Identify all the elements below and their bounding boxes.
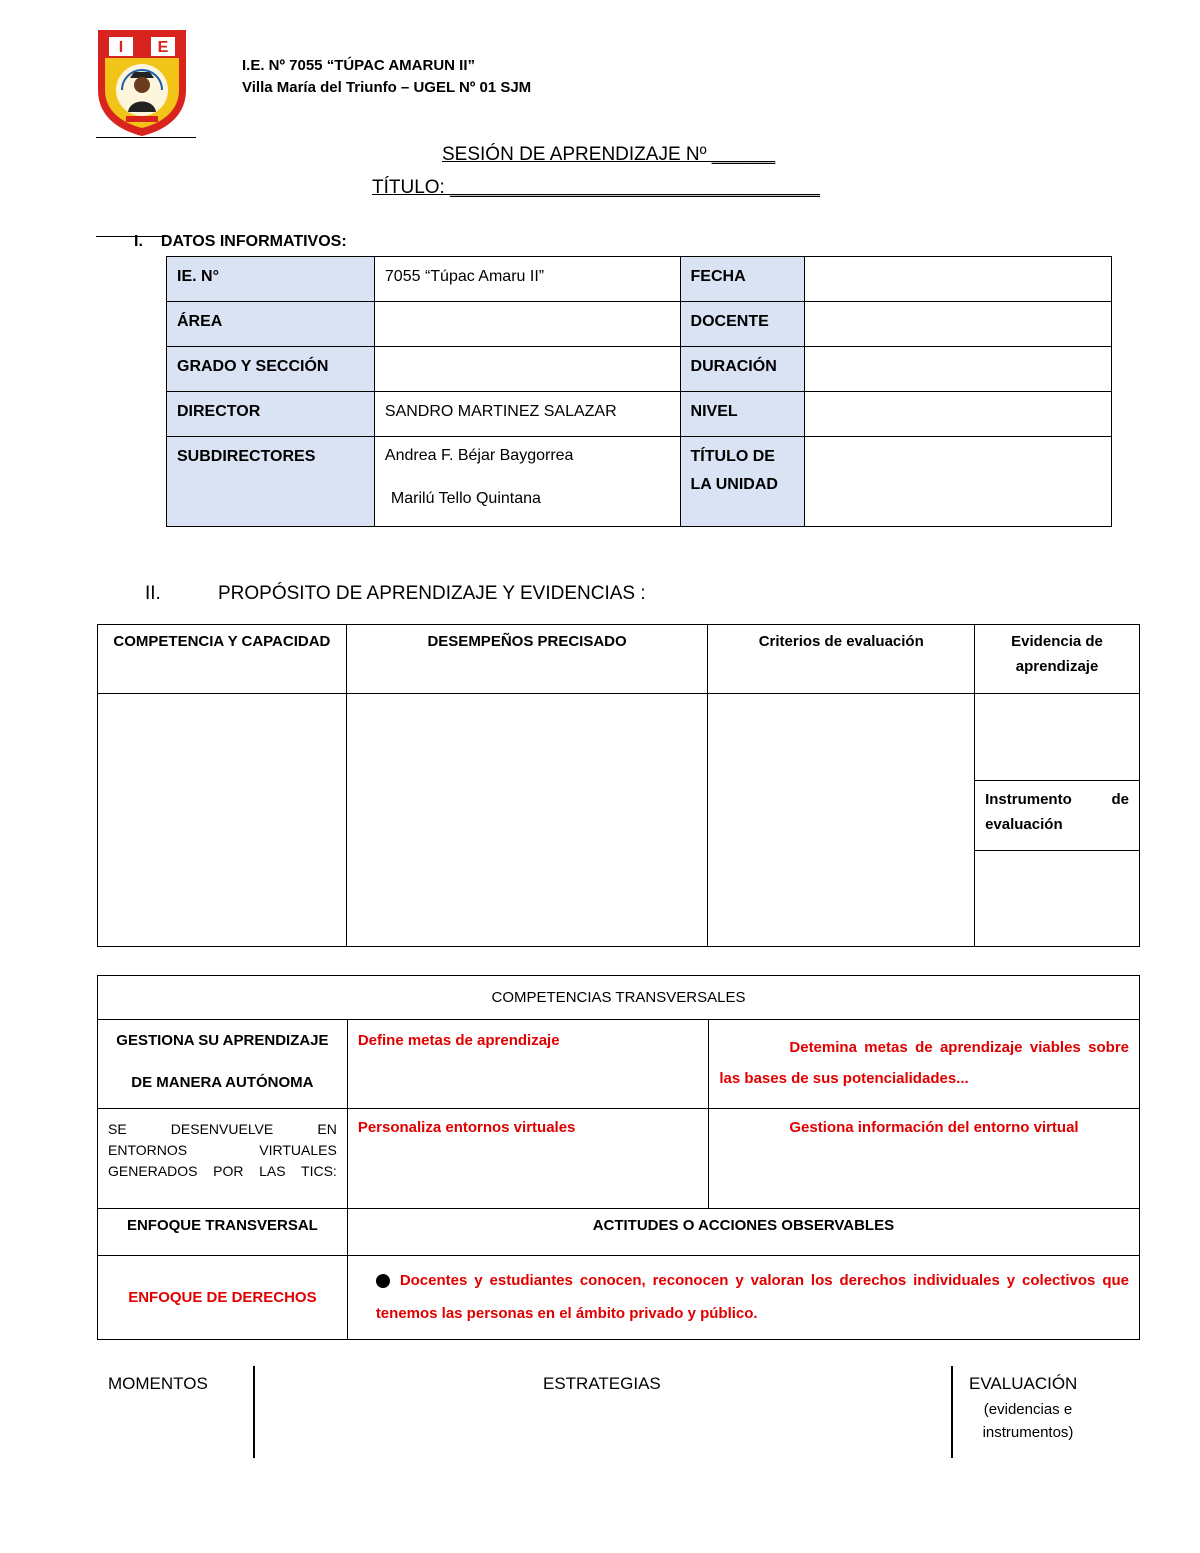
actitud-text: Docentes y estudiantes conocen, reconocen y valoran los derechos individuales y colectivos que tenemos las personas en el ámbito privado y público. xyxy=(375,1272,1129,1322)
session-title: SESIÓN DE APRENDIZAJE Nº ______ xyxy=(442,144,776,165)
label-grado: GRADO Y SECCIÓN xyxy=(167,347,375,392)
capacity-personaliza: Personaliza entornos virtuales xyxy=(347,1109,709,1209)
cell-competencia[interactable] xyxy=(98,694,347,947)
label-nivel: NIVEL xyxy=(680,392,804,437)
cell-instrumento[interactable] xyxy=(975,851,1140,947)
actitud-cell xyxy=(347,1256,1139,1340)
section-2-heading xyxy=(145,583,646,605)
value-duracion[interactable] xyxy=(804,347,1112,392)
svg-text:I: I xyxy=(118,39,124,56)
school-logo xyxy=(96,28,188,138)
cell-evidencia[interactable] xyxy=(975,694,1140,781)
school-name: I.E. Nº 7055 “TÚPAC AMARUN II” xyxy=(242,57,476,74)
table-row xyxy=(167,392,1112,437)
competence-entornos-virtuales: SE DESENVUELVE EN ENTORNOS VIRTUALES GENERADOS POR LAS TICS: xyxy=(98,1109,348,1209)
label-area: ÁREA xyxy=(167,302,375,347)
table-header-row xyxy=(98,976,1140,1020)
info-table xyxy=(166,256,1112,527)
value-subdirectores[interactable] xyxy=(374,437,680,527)
transversal-table xyxy=(97,975,1140,1340)
section-1-number: I. xyxy=(134,233,143,250)
momentos-label: MOMENTOS xyxy=(108,1374,208,1393)
section-2-number: II. xyxy=(145,583,161,604)
column-divider xyxy=(951,1366,953,1458)
desempeno-gestiona-info: Gestiona información del entorno virtual xyxy=(709,1109,1140,1209)
value-nivel[interactable] xyxy=(804,392,1112,437)
label-duracion: DURACIÓN xyxy=(680,347,804,392)
label-fecha: FECHA xyxy=(680,257,804,302)
value-fecha[interactable] xyxy=(804,257,1112,302)
column-divider xyxy=(253,1366,255,1458)
value-grado[interactable] xyxy=(374,347,680,392)
section-1-heading xyxy=(134,233,365,251)
value-docente[interactable] xyxy=(804,302,1112,347)
value-ie[interactable]: 7055 “Túpac Amaru II” xyxy=(374,257,680,302)
table-row xyxy=(98,1020,1140,1109)
header-competencia: COMPETENCIA Y CAPACIDAD xyxy=(98,625,347,694)
table-header-row xyxy=(98,625,1140,694)
bullet-icon xyxy=(376,1274,390,1288)
table-row xyxy=(98,1256,1140,1340)
label-ie: IE. N° xyxy=(167,257,375,302)
header-actitudes: ACTITUDES O ACCIONES OBSERVABLES xyxy=(347,1209,1139,1256)
competence-gestiona: GESTIONA SU APRENDIZAJE DE MANERA AUTÓNOMA xyxy=(98,1020,348,1109)
label-docente: DOCENTE xyxy=(680,302,804,347)
subdirector-1: Andrea F. Béjar Baygorrea xyxy=(384,447,574,464)
logo-underline xyxy=(96,137,196,138)
subdirector-2: Marilú Tello Quintana xyxy=(390,490,541,507)
value-area[interactable] xyxy=(374,302,680,347)
label-instrumento: Instrumento de evaluación xyxy=(975,781,1140,851)
value-director[interactable]: SANDRO MARTINEZ SALAZAR xyxy=(374,392,680,437)
evaluacion-sublabel: (evidencias e instrumentos) xyxy=(982,1401,1074,1441)
cell-desempenos[interactable] xyxy=(346,694,708,947)
section-1-title: DATOS INFORMATIVOS: xyxy=(160,233,347,250)
section-2-title: PROPÓSITO DE APRENDIZAJE Y EVIDENCIAS : xyxy=(218,583,646,604)
table-row xyxy=(167,347,1112,392)
table-row xyxy=(167,257,1112,302)
table-row xyxy=(167,302,1112,347)
purpose-table xyxy=(97,624,1140,947)
evaluacion-label: EVALUACIÓN xyxy=(969,1374,1078,1393)
header-desempenos: DESEMPEÑOS PRECISADO xyxy=(346,625,708,694)
enfoque-derechos: ENFOQUE DE DERECHOS xyxy=(98,1256,348,1340)
estrategias-label: ESTRATEGIAS xyxy=(543,1374,661,1393)
school-location: Villa María del Triunfo – UGEL Nº 01 SJM xyxy=(242,79,532,96)
label-subdirectores: SUBDIRECTORES xyxy=(167,437,375,527)
desempeno-determina-metas: Detemina metas de aprendizaje viables sobre las bases de sus potencialidades... xyxy=(709,1020,1140,1109)
header-evidencia: Evidencia de aprendizaje xyxy=(975,625,1140,694)
header-enfoque: ENFOQUE TRANSVERSAL xyxy=(98,1209,348,1256)
transversal-title: COMPETENCIAS TRANSVERSALES xyxy=(98,976,1140,1020)
header-criterios: Criterios de evaluación xyxy=(708,625,975,694)
value-titulo-unidad[interactable] xyxy=(804,437,1112,527)
capacity-define-metas: Define metas de aprendizaje xyxy=(347,1020,709,1109)
svg-text:E: E xyxy=(157,39,169,56)
label-director: DIRECTOR xyxy=(167,392,375,437)
table-row xyxy=(98,1109,1140,1209)
table-row xyxy=(98,694,1140,781)
table-row xyxy=(167,437,1112,527)
cell-criterios[interactable] xyxy=(708,694,975,947)
session-topic-field[interactable]: TÍTULO: ___________________________________ xyxy=(372,177,820,198)
table-row xyxy=(98,1209,1140,1256)
label-titulo-unidad: TÍTULO DE LA UNIDAD xyxy=(680,437,804,527)
